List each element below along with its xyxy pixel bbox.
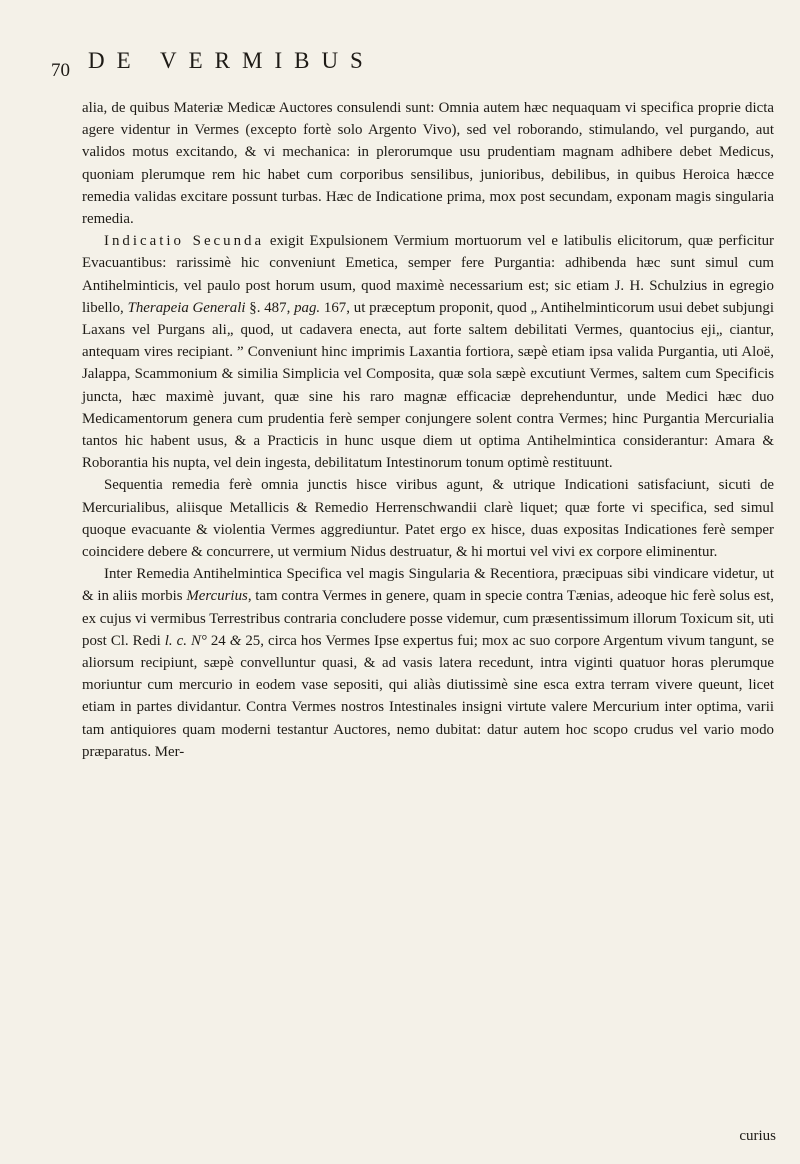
body-text	[82, 97, 774, 763]
italic-text: Therapeia Generali	[127, 299, 246, 316]
section-heading: Indicatio Secunda	[104, 233, 265, 250]
catchword: curius	[739, 1128, 776, 1144]
italic-text: l. c. N°	[164, 632, 207, 649]
paragraph	[82, 563, 774, 763]
text-run: 24	[206, 632, 230, 649]
text-run: alia, de quibus Materiæ Medicæ Auctores consulendi sunt: Omnia autem hæc nequaquam vi specifica proprie dicta agere videntur in Vermes (excepto fortè solo Argento Vivo), sed vel roborando, stimulando, vel purgando, aut validos motus excitando, & vi mechanica: in plerorumque usu prudentiam magnam adhibere debet Medicus, quoniam plerumque rem hic habet cum corporibus sensilibus, junioribus, debilibus, in quibus Heroica hæcce remedia validas excitare possunt turbas. Hæc de Indicatione prima, mox post secundam, exponam magis singularia remedia.	[82, 100, 774, 228]
italic-text: Mercurius	[186, 588, 248, 605]
text-run: Inter Remedia Antihelmintica Specifica vel magis Singularia & Recentiora, præcipuas sibi vindicare videtur, ut & in aliis morbis	[82, 566, 774, 605]
italic-text: &	[229, 632, 242, 649]
italic-text: pag.	[294, 299, 321, 316]
text-run: , tam contra Vermes in genere, quam in specie contra Tænias, adeoque hic ferè solus est, ex cujus vi vermibus Terrestribus contraria concludere posse videmur, cum præsentissimum illorum Toxicum sit, uti post Cl. Redi	[82, 588, 774, 649]
text-run: Sequentia remedia ferè omnia junctis hisce viribus agunt, & utrique Indicationi satisfaciunt, sicuti de Mercurialibus, aliisque Metallicis & Remedio Herrenschwandii clarè liquet; quæ forte vi specifica, sed simul quoque evacuante & violentia Vermes aggrediuntur. Patet ergo ex hisce, duas expositas Indicationes ferè semper coincidere debere & concurrere, ut vermium Nidus destruatur, & hi mortui vel vivi ex corpore eliminentur.	[82, 477, 774, 561]
page-number: 70	[51, 60, 70, 81]
running-head: DE VERMIBUS	[88, 48, 375, 73]
paragraph	[82, 230, 774, 474]
text-run: §. 487,	[245, 299, 295, 316]
text-run: exigit Expulsionem Vermium mortuorum vel e latibulis elicitorum, quæ perficitur Evacuantibus: rarissimè hic conveniunt Emetica, semper fere Purgantia: adhibenda hæc sunt simul cum Antihelminticis, vel paulo post horum usum, quod maximè necessarium est; sic etiam J. H. Schulzius in egregio libello,	[82, 233, 774, 316]
paragraph	[82, 474, 774, 563]
text-run: 167, ut præceptum proponit, quod „ Antihelminticorum usui debet subjungi Laxans vel Purgans ali„ quod, ut cadavera enecta, aut forte saltem debilitati Vermes, quantocius eji„ ciantur, antequam vires recipiant. ” Conveniunt hinc imprimis Laxantia fortiora, sæpè etiam ipsa valida Purgantia, uti Aloë, Jalappa, Scammonium & similia Simplicia vel Composita, quæ sola sæpè excutiunt Vermes, saltem cum Specificis juncta, hæc maximè juvant, quæ sine his raro magnæ efficaciæ deprehenduntur, unde Medici hæc duo Medicamentorum genera cum prudentia ferè semper conjungere solent contra Vermes; hinc Purgantia Mercurialia tantos hic habent usus, & a Practicis in hunc usque diem ut optima Antihelmintica considerantur: Amara & Roborantia his nupta, vel dein ingesta, debilitatum Intestinorum tonum optimè restituunt.	[82, 299, 775, 472]
text-run: 25, circa hos Vermes Ipse expertus fui; mox ac suo corpore Argentum vivum tangunt, se aliorsum recipiunt, sæpè convelluntur quasi, & ad vasis latera recedunt, intra viginti quatuor horas plerumque moriuntur cum mercurio in eodem vase sepositi, qui aliàs diutissimè sine esca extra terram vivere queunt, licet etiam in partes dividantur. Contra Vermes nostros Intestinales insigni virtute valere Mercurium inter optima, varii tam antiquiores quam moderni testantur Auctores, nemo dubitat: datur autem hoc scopo crudus vel vario modo præparatus. Mer-	[82, 632, 774, 760]
paragraph	[82, 97, 774, 230]
